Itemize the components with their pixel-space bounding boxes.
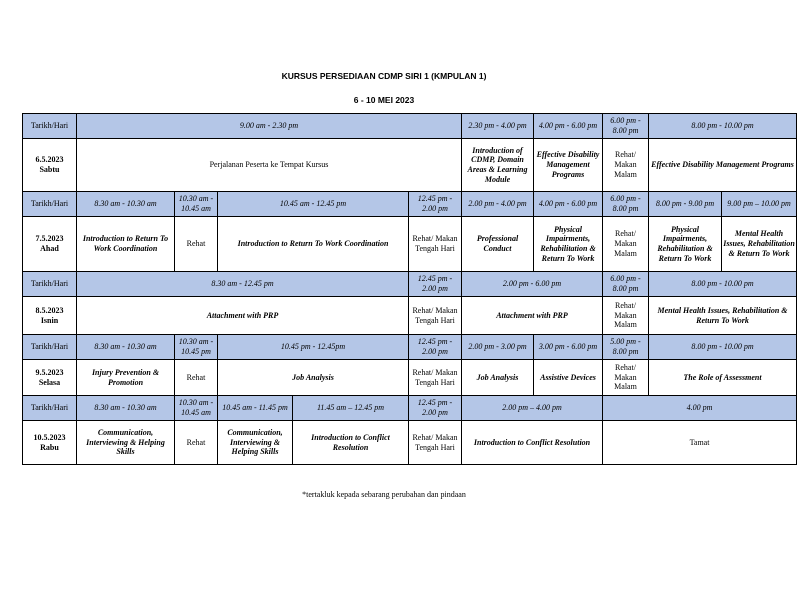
session-cell: The Role of Assessment [649, 360, 797, 396]
date-text: 9.5.2023 [35, 367, 64, 377]
break-cell: Rehat/ Makan Malam [603, 139, 649, 192]
session-cell: Introduction to Conflict Resolution [293, 421, 409, 465]
time-header-row-selasa [23, 335, 797, 360]
date-cell [23, 297, 77, 335]
header-label: Tarikh/Hari [23, 192, 77, 217]
header-label: Tarikh/Hari [23, 272, 77, 297]
end-cell: Tamat [603, 421, 797, 465]
time-slot: 10.45 am - 12.45 pm [218, 192, 409, 217]
session-cell: Introduction to Return To Work Coordination [77, 217, 175, 272]
time-slot: 8.30 am - 10.30 am [77, 396, 175, 421]
header-label: Tarikh/Hari [23, 396, 77, 421]
date-cell [23, 421, 77, 465]
time-slot: 8.00 pm - 10.00 pm [649, 114, 797, 139]
time-slot: 6.00 pm - 8.00 pm [603, 192, 649, 217]
break-cell: Rehat/ Makan Malam [603, 217, 649, 272]
time-slot: 8.00 pm - 10.00 pm [649, 272, 797, 297]
footnote: *tertakluk kepada sebarang perubahan dan pindaan [302, 490, 466, 499]
time-slot: 12.45 pm - 2.00 pm [409, 335, 462, 360]
session-cell: Communication, Interviewing & Helping Skills [77, 421, 175, 465]
time-slot: 12.45 pm - 2.00 pm [409, 192, 462, 217]
session-cell: Professional Conduct [462, 217, 534, 272]
time-slot: 8.30 am - 10.30 am [77, 192, 175, 217]
time-slot: 5.00 pm - 8.00 pm [603, 335, 649, 360]
session-cell: Mental Health Issues, Rehabilitation & Return To Work [649, 297, 797, 335]
date-text: 7.5.2023 [35, 234, 64, 244]
session-cell: Injury Prevention & Promotion [77, 360, 175, 396]
session-cell: Introduction to Conflict Resolution [462, 421, 603, 465]
session-cell: Physical Impairments, Rehabilitation & Return To Work [649, 217, 722, 272]
break-cell: Rehat/ Makan Malam [603, 297, 649, 335]
schedule-row-isnin [23, 297, 797, 335]
schedule-row-selasa [23, 360, 797, 396]
time-slot: 3.00 pm - 6.00 pm [534, 335, 603, 360]
session-cell: Job Analysis [218, 360, 409, 396]
schedule-table [22, 113, 797, 465]
date-text: 10.5.2023 [33, 432, 66, 442]
date-text: 6.5.2023 [35, 155, 64, 165]
session-cell: Effective Disability Management Programs [534, 139, 603, 192]
time-header-row-isnin [23, 272, 797, 297]
session-cell: Attachment with PRP [77, 297, 409, 335]
time-slot: 11.45 am – 12.45 pm [293, 396, 409, 421]
day-text: Selasa [38, 377, 61, 387]
time-slot: 9.00 am - 2.30 pm [77, 114, 462, 139]
day-text: Rabu [40, 442, 59, 452]
session-cell: Assistive Devices [534, 360, 603, 396]
document-title: KURSUS PERSEDIAAN CDMP SIRI 1 (KMPULAN 1) [281, 71, 487, 81]
time-slot: 8.30 am - 12.45 pm [77, 272, 409, 297]
session-cell: Mental Health Issues, Rehabilitation & Return To Work [722, 217, 797, 272]
break-cell: Rehat [175, 421, 218, 465]
session-cell: Introduction to Return To Work Coordination [218, 217, 409, 272]
time-slot: 10.45 am - 11.45 pm [218, 396, 293, 421]
session-cell: Physical Impairments, Rehabilitation & Return To Work [534, 217, 603, 272]
time-slot: 10.30 am - 10.45 am [175, 192, 218, 217]
time-header-row-ahad [23, 192, 797, 217]
session-cell: Introduction of CDMP, Domain Areas & Learning Module [462, 139, 534, 192]
time-slot: 12.45 pm - 2.00 pm [409, 272, 462, 297]
time-slot: 9.00 pm – 10.00 pm [722, 192, 797, 217]
schedule-row-rabu [23, 421, 797, 465]
time-slot: 2.00 pm - 4.00 pm [462, 192, 534, 217]
time-slot: 10.45 pm - 12.45pm [218, 335, 409, 360]
time-slot: 12.45 pm - 2.00 pm [409, 396, 462, 421]
break-cell: Rehat [175, 217, 218, 272]
day-text: Ahad [40, 244, 59, 253]
time-slot: 4.00 pm - 6.00 pm [534, 114, 603, 139]
break-cell: Rehat/ Makan Tengah Hari [409, 421, 462, 465]
header-label: Tarikh/Hari [23, 335, 77, 360]
time-slot: 10.30 am - 10.45 pm [175, 335, 218, 360]
time-slot: 2.00 pm - 3.00 pm [462, 335, 534, 360]
schedule-row-ahad [23, 217, 797, 272]
session-cell: Job Analysis [462, 360, 534, 396]
session-cell: Perjalanan Peserta ke Tempat Kursus [77, 139, 462, 192]
session-cell: Communication, Interviewing & Helping Skills [218, 421, 293, 465]
time-slot: 8.00 pm - 9.00 pm [649, 192, 722, 217]
session-cell: Effective Disability Management Programs [649, 139, 797, 192]
time-slot: 2.00 pm - 6.00 pm [462, 272, 603, 297]
schedule-row-sabtu [23, 139, 797, 192]
time-slot: 6.00 pm - 8.00 pm [603, 114, 649, 139]
break-cell: Rehat/ Makan Tengah Hari [409, 297, 462, 335]
date-cell [23, 217, 77, 272]
break-cell: Rehat/ Makan Tengah Hari [409, 217, 462, 272]
break-cell: Rehat/ Makan Tengah Hari [409, 360, 462, 396]
time-slot: 8.00 pm - 10.00 pm [649, 335, 797, 360]
header-label: Tarikh/Hari [23, 114, 77, 139]
break-cell: Rehat/ Makan Malam [603, 360, 649, 396]
time-slot: 2.00 pm – 4.00 pm [462, 396, 603, 421]
time-slot: 8.30 am - 10.30 am [77, 335, 175, 360]
date-cell [23, 360, 77, 396]
time-header-row-sabtu [23, 114, 797, 139]
date-cell [23, 139, 77, 192]
session-cell: Attachment with PRP [462, 297, 603, 335]
time-slot: 10.30 am - 10.45 am [175, 396, 218, 421]
time-header-row-rabu [23, 396, 797, 421]
time-slot: 4.00 pm - 6.00 pm [534, 192, 603, 217]
day-text: Sabtu [39, 165, 60, 174]
break-cell: Rehat [175, 360, 218, 396]
document-dates: 6 - 10 MEI 2023 [353, 95, 415, 105]
time-slot: 6.00 pm - 8.00 pm [603, 272, 649, 297]
time-slot: 2.30 pm - 4.00 pm [462, 114, 534, 139]
time-slot: 4.00 pm [603, 396, 797, 421]
day-text: Isnin [40, 315, 59, 325]
date-text: 8.5.2023 [35, 305, 64, 315]
